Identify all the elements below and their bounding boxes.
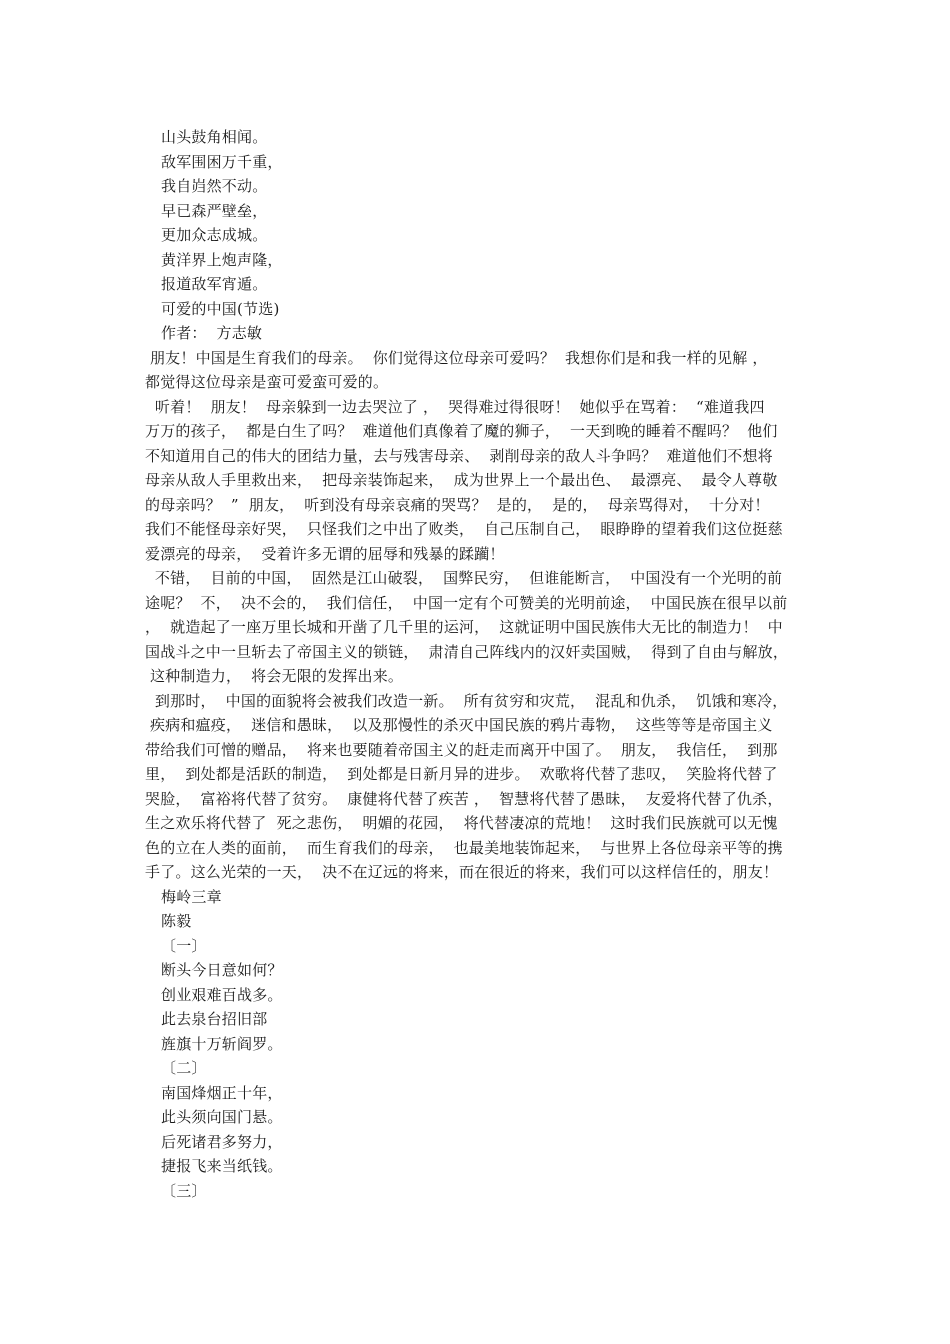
essay-line: 途呢？ 不， 决不会的， 我们信任， 中国一定有个可赞美的光明前途， 中国民族在很早以前 [145, 593, 788, 612]
poem-line: 后死诸君多努力， [161, 1132, 283, 1151]
essay-line: 这种制造力， 将会无限的发挥出来。 [145, 667, 404, 685]
poem-line: 南国烽烟正十年， [161, 1083, 283, 1102]
essay-line: 朋友！中国是生育我们的母亲。 你们觉得这位母亲可爱吗？ 我想你们是和我一样的见解 ， [145, 348, 768, 367]
poem-line: 此去泉台招旧部 [161, 1010, 268, 1028]
essay-author: 作者： 方志敏 [161, 324, 263, 342]
poem-line: 捷报飞来当纸钱。 [161, 1157, 283, 1175]
poem-author: 陈毅 [161, 912, 192, 930]
poem-line: 旌旗十万斩阎罗。 [161, 1034, 283, 1053]
essay-line: 母亲从敌人手里救出来， 把母亲装饰起来， 成为世界上一个最出色、 最漂亮、 最令人尊敬 [145, 471, 778, 489]
poem-line: 山头鼓角相闻。 [161, 128, 268, 146]
section-marker: 〔一〕 [161, 936, 207, 955]
poem-line: 断头今日意如何？ [161, 961, 283, 979]
essay-title: 可爱的中国(节选) [161, 299, 280, 318]
essay-line: 万万的孩子， 都是白生了吗？ 难道他们真像着了魔的狮子， 一天到晚的睡着不醒吗？ 他们 [145, 422, 778, 440]
poem-line: 更加众志成城。 [161, 226, 268, 244]
essay-line: 哭脸， 富裕将代替了贫穷。 康健将代替了疾苦 ， 智慧将代替了愚昧， 友爱将代替了仇杀， [145, 789, 783, 808]
poem-line: 创业艰难百战多。 [161, 985, 283, 1004]
essay-line: 爱漂亮的母亲， 受着许多无谓的屈辱和残暴的蹂躏！ [145, 544, 505, 563]
essay-line: 手了。这么光荣的一天， 决不在辽远的将来，而在很近的将来，我们可以这样信任的，朋友！ [145, 863, 779, 881]
essay-line: 听着！ 朋友！ 母亲躲到一边去哭泣了 ， 哭得难过得很呀！ 她似乎在骂着： “难道我四 [145, 397, 765, 416]
poem-title: 梅岭三章 [161, 887, 222, 906]
essay-line: 生之欢乐将代替了 死之悲伤， 明媚的花园， 将代替凄凉的荒地！ 这时我们民族就可以无愧 [145, 814, 778, 832]
poem-line: 我自岿然不动。 [161, 177, 268, 195]
essay-line: 不错， 目前的中国， 固然是江山破裂， 国弊民穷， 但谁能断言， 中国没有一个光明的前 [145, 569, 783, 587]
poem-line: 黄洋界上炮声隆， [161, 250, 283, 269]
essay-line: 里， 到处都是活跃的制造， 到处都是日新月异的进步。 欢歌将代替了悲叹， 笑脸将代替了 [145, 765, 778, 783]
essay-line: 我们不能怪母亲好哭， 只怪我们之中出了败类， 自己压制自己， 眼睁睁的望着我们这位挺慈 [145, 520, 783, 538]
essay-line: ， 就造起了一座万里长城和开凿了几千里的运河， 这就证明中国民族伟大无比的制造力！ 中 [145, 618, 783, 636]
poem-line: 敌军围困万千重， [161, 152, 283, 171]
section-marker: 〔三〕 [161, 1181, 207, 1200]
poem-line: 此头须向国门悬。 [161, 1108, 283, 1126]
essay-line: 疾病和瘟疫， 迷信和愚昧， 以及那慢性的杀灭中国民族的鸦片毒物， 这些等等是帝国主义 [145, 716, 773, 734]
essay-line: 到那时， 中国的面貌将会被我们改造一新。 所有贫穷和灾荒， 混乱和仇杀， 饥饿和寒冷， [145, 691, 788, 710]
essay-line: 国战斗之中一旦斩去了帝国主义的锁链， 肃清自己阵线内的汉奸卖国贼， 得到了自由与解放， [145, 642, 789, 661]
essay-line: 色的立在人类的面前， 而生育我们的母亲， 也最美地装饰起来， 与世界上各位母亲平等的携 [145, 838, 783, 857]
essay-line: 不知道用自己的伟大的团结力量，去与残害母亲、 剥削母亲的敌人斗争吗？ 难道他们不想将 [145, 446, 773, 465]
essay-line: 的母亲吗？ ” 朋友， 听到没有母亲哀痛的哭骂？ 是的， 是的， 母亲骂得对， 十分对！ [145, 495, 770, 514]
section-marker: 〔二〕 [161, 1059, 207, 1077]
essay-line: 带给我们可憎的赠品， 将来也要随着帝国主义的赶走而离开中国了。 朋友， 我信任， 到那 [145, 740, 778, 759]
essay-line: 都觉得这位母亲是蛮可爱蛮可爱的。 [145, 373, 389, 391]
poem-line: 早已森严壁垒， [161, 201, 268, 220]
document-page [145, 125, 815, 1203]
poem-line: 报道敌军宵遁。 [161, 275, 268, 293]
